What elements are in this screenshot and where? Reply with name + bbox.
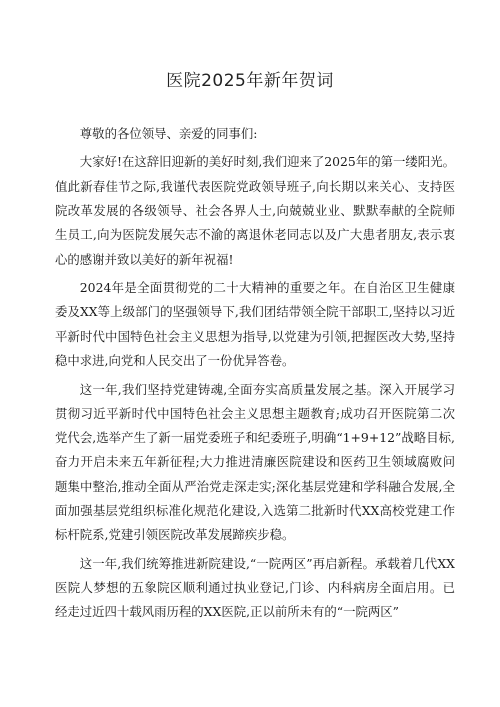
paragraph-2: 2024年是全面贯彻党的二十大精神的重要之年。在自治区卫生健康委及XX等上级部门的坚强领导下,我们团结带领全院干部职工,坚持以习近平新时代中国特色社会主义思想为指导,以党建为引领,把握医改大势,坚持稳中求进,向党和人民交出了一份优异答卷。 bbox=[55, 280, 455, 369]
paragraph-4: 这一年,我们统筹推进新院建设,“一院两区”再启新程。承载着几代XX医院人梦想的五象院区顺利通过执业登记,门诊、内科病房全面启用。已经走过近四十载风雨历程的XX医院,正以前所未有的“一院两区” bbox=[55, 555, 455, 620]
paragraph-3: 这一年,我们坚持党建铸魂,全面夯实高质量发展之基。深入开展学习贯彻习近平新时代中国特色社会主义思想主题教育;成功召开医院第二次党代会,选举产生了新一届党委班子和纪委班子,明确“1+9+12”战略目标,奋力开启未来五年新征程;大力推进清廉医院建设和医药卫生领域腐败问题集中整治,推动全面从严治党走深走实;深化基层党建和学科融合发展,全面加强基层党组织标准化规范化建设,入选第二批新时代XX高校党建工作标杆院系,党建引领医院改革发展蹄疾步稳。 bbox=[55, 381, 455, 543]
paragraph-1: 大家好!在这辞旧迎新的美好时刻,我们迎来了2025年的第一缕阳光。值此新春佳节之际,我谨代表医院党政领导班子,向长期以来关心、支持医院改革发展的各级领导、社会各界人士,向兢兢业业、默默奉献的全院师生员工,向为医院发展矢志不渝的离退休老同志以及广大患者朋友,表示衷心的感谢并致以美好的新年祝福! bbox=[55, 154, 455, 267]
greeting-line: 尊敬的各位领导、亲爱的同事们: bbox=[79, 126, 258, 141]
document-body bbox=[55, 122, 455, 629]
document-title: 医院2025年新年贺词 bbox=[166, 71, 334, 91]
